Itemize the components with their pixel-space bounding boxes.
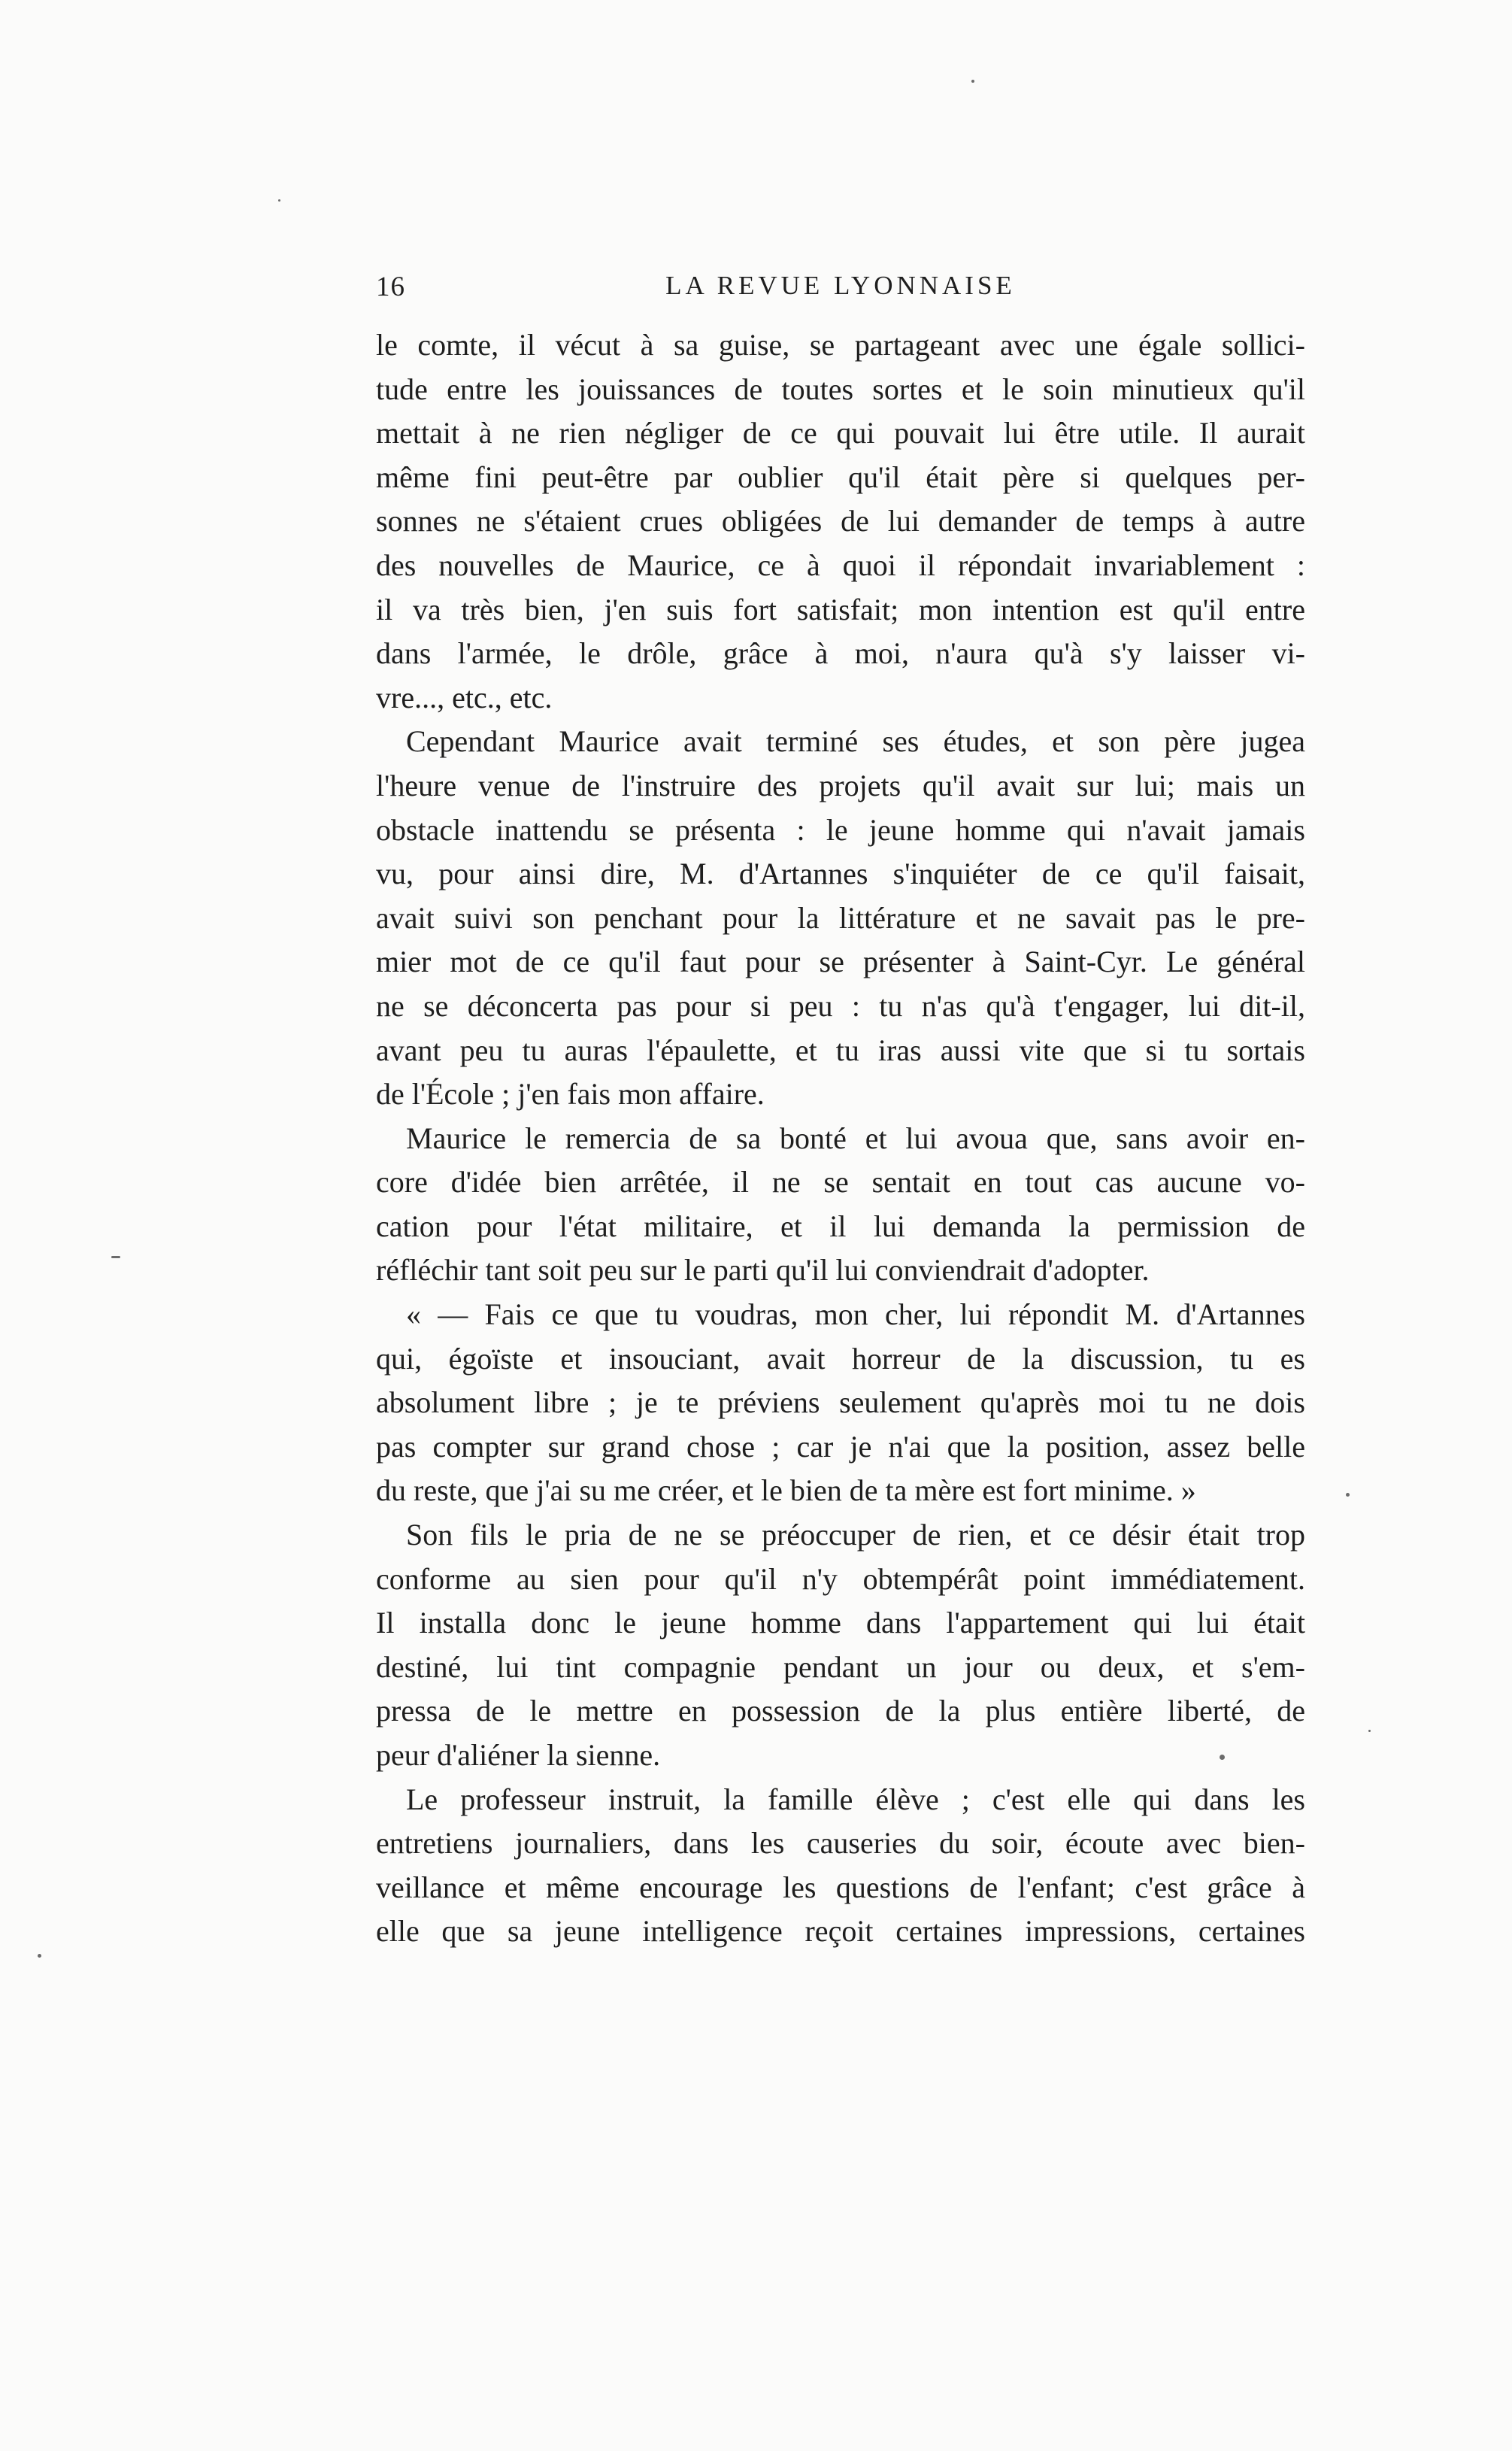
text-line: Maurice le remercia de sa bonté et lui avoua que, sans avoir en- (406, 1121, 1305, 1155)
text-line: il va très bien, j'en suis fort satisfait; mon intention est qu'il entre (376, 592, 1305, 626)
paper-speck (1220, 1755, 1225, 1760)
paper-speck (1368, 1730, 1371, 1732)
text-line: ne se déconcerta pas pour si peu : tu n'as qu'à t'engager, lui dit-il, (376, 988, 1305, 1023)
text-line: de l'École ; j'en fais mon affaire. (376, 1077, 765, 1112)
text-line: peur d'aliéner la sienne. (376, 1738, 661, 1772)
text-line: Le professeur instruit, la famille élève ; c'est elle qui dans les (406, 1782, 1305, 1816)
text-line: même fini peut-être par oublier qu'il était père si quelques per- (376, 460, 1305, 494)
text-line: veillance et même encourage les questions de l'enfant; c'est grâce à (376, 1870, 1305, 1904)
text-line: le comte, il vécut à sa guise, se partageant avec une égale sollici- (376, 328, 1305, 362)
paper-speck (971, 80, 974, 83)
text-line: absolument libre ; je te préviens seulement qu'après moi tu ne dois (376, 1385, 1305, 1420)
text-line: dans l'armée, le drôle, grâce à moi, n'aura qu'à s'y laisser vi- (376, 636, 1305, 671)
text-line: core d'idée bien arrêtée, il ne se sentait en tout cas aucune vo- (376, 1165, 1305, 1200)
page-number: 16 (376, 271, 405, 302)
running-title: LA REVUE LYONNAISE (665, 271, 1016, 300)
text-line: du reste, que j'ai su me créer, et le bien de ta mère est fort minime. » (376, 1473, 1196, 1508)
text-line: réfléchir tant soit peu sur le parti qu'il lui conviendrait d'adopter. (376, 1253, 1150, 1288)
text-line: tude entre les jouissances de toutes sortes et le soin minutieux qu'il (376, 372, 1305, 406)
paper-speck (278, 199, 280, 202)
text-line: pressa de le mettre en possession de la plus entière liberté, de (376, 1694, 1305, 1728)
body-text (376, 323, 1305, 1954)
paper-speck (38, 1954, 41, 1958)
text-line: « — Fais ce que tu voudras, mon cher, lui répondit M. d'Artannes (406, 1297, 1305, 1332)
text-line: des nouvelles de Maurice, ce à quoi il répondait invariablement : (376, 548, 1305, 582)
text-line: elle que sa jeune intelligence reçoit certaines impressions, certaines (376, 1914, 1305, 1949)
text-line: mier mot de ce qu'il faut pour se présenter à Saint-Cyr. Le général (376, 945, 1305, 979)
page-header (376, 271, 1305, 316)
text-line: conforme au sien pour qu'il n'y obtempérât point immédiatement. (376, 1561, 1305, 1596)
text-line: Son fils le pria de ne se préoccuper de rien, et ce désir était trop (406, 1518, 1305, 1552)
text-line: vu, pour ainsi dire, M. d'Artannes s'inquiéter de ce qu'il faisait, (376, 857, 1305, 891)
text-line: cation pour l'état militaire, et il lui demanda la permission de (376, 1209, 1305, 1243)
text-line: pas compter sur grand chose ; car je n'ai que la position, assez belle (376, 1429, 1305, 1464)
text-line: destiné, lui tint compagnie pendant un jour ou deux, et s'em- (376, 1649, 1305, 1684)
text-line: obstacle inattendu se présenta : le jeune homme qui n'avait jamais (376, 812, 1305, 847)
text-line: l'heure venue de l'instruire des projets qu'il avait sur lui; mais un (376, 768, 1305, 802)
text-line: mettait à ne rien négliger de ce qui pouvait lui être utile. Il aurait (376, 416, 1305, 450)
text-line: avant peu tu auras l'épaulette, et tu iras aussi vite que si tu sortais (376, 1033, 1305, 1067)
text-line: entretiens journaliers, dans les causeries du soir, écoute avec bien- (376, 1826, 1305, 1861)
text-line: Cependant Maurice avait terminé ses études, et son père jugea (406, 724, 1305, 759)
text-line: Il installa donc le jeune homme dans l'appartement qui lui était (376, 1606, 1305, 1640)
text-line: sonnes ne s'étaient crues obligées de lui demander de temps à autre (376, 504, 1305, 538)
text-line: qui, égoïste et insouciant, avait horreur de la discussion, tu es (376, 1341, 1305, 1376)
paper-speck (1346, 1493, 1350, 1497)
text-line: vre..., etc., etc. (376, 680, 553, 714)
paper-speck (111, 1256, 120, 1258)
text-line: avait suivi son penchant pour la littérature et ne savait pas le pre- (376, 900, 1305, 935)
